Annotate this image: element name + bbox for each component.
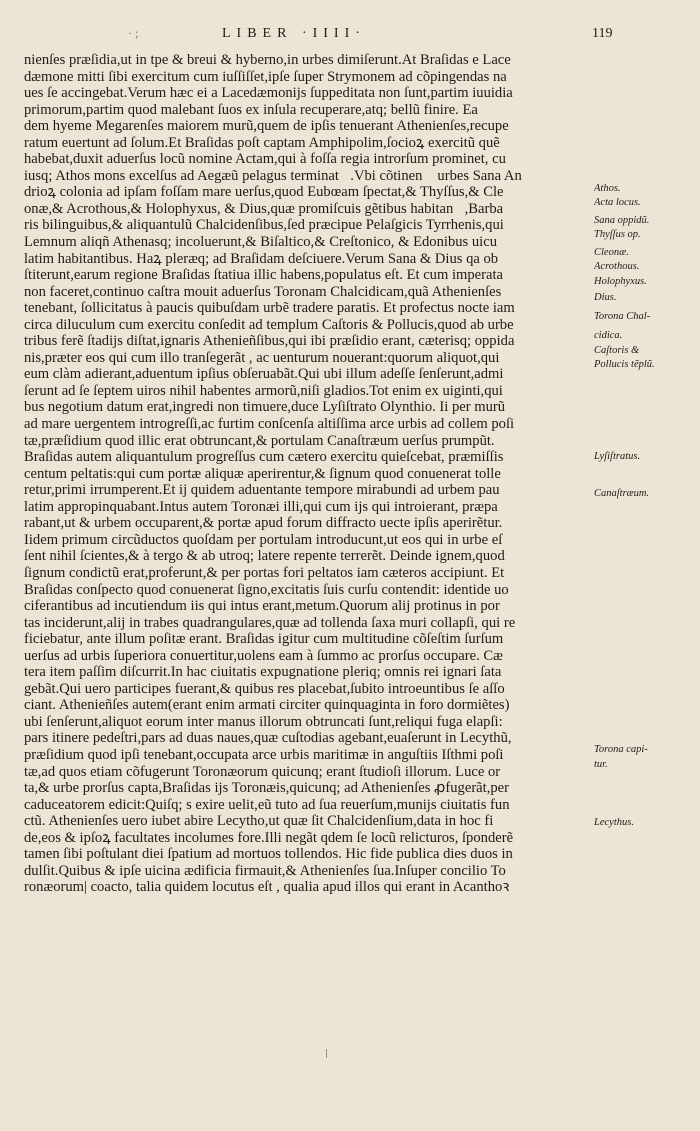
margin-note: Torona capi- <box>594 744 648 755</box>
text-line: circa diluculum cum exercitu conſedit ad templum Caſtoris & Pollucis,quod ab urbe <box>24 316 514 333</box>
text-line: drioꝝ colonia ad ipſam foſſam mare uerſus,quod Eubœam ſpectat,& Thyſſus,& Cle <box>24 184 504 201</box>
text-line: eum clàm adierant,aduentum ipſius obſeruabãt.Qui ubi illum adeſſe ſenſerunt,admi <box>24 366 504 383</box>
body-text <box>24 52 594 896</box>
margin-note: cidica. <box>594 330 623 341</box>
margin-note: Cleonæ. <box>594 247 629 258</box>
margin-note: Torona Chal- <box>594 311 651 322</box>
text-line: latim appropinquabant.Intus autem Toronæi illi,qui cum ijs qui introierant, præpa <box>24 498 498 515</box>
text-line: tenebant, ſollicitatus à paucis quibuſdam urbẽ tradere paratis. Et profectus nocte iam <box>24 300 515 317</box>
margin-note: Lyſiſtratus. <box>594 451 641 462</box>
text-line: ta,& urbe prorſus capta,Braſidas ijs Toronæis,quicunq; ad Athenienſes ꝓfugerãt,per <box>24 780 509 797</box>
text-line: gebãt.Qui uero participes fuerant,& quibus res placebat,ſubito introeuntibus ſe aſſo <box>24 680 505 697</box>
text-line: tæ,ad quos etiam cõfugerunt Toronæorum quicunq; erant ſtudioſi illorum. Luce or <box>24 763 501 780</box>
running-title: LIBER ·IIII· <box>222 26 366 41</box>
text-line: nis,præter eos qui cum illo tranſegerãt , ac uenturum nouerant:quorum aliquot,qui <box>24 349 500 366</box>
header-mark: · ; <box>128 26 139 40</box>
printer-mark <box>326 1049 327 1058</box>
text-line: rabant,ut & urbem occuparent,& portæ apud forum diffracto uecte ipſis aperirẽtur. <box>24 515 503 532</box>
text-line: primorum,partim quod malebant ſuos ex inſula recuperare,atq; bellũ finire. Ea <box>24 101 478 118</box>
text-line: ciferantibus ad incutiendum iis qui intus erant,metum.Quorum alij protinus in por <box>24 598 500 615</box>
text-line: nienſes præſidia,ut in tpe & breui & hyberno,in urbes dimiſerunt.At Braſidas e Lace <box>24 52 511 68</box>
text-line: tribus ferẽ ſtadijs diſtat,ignaris Athenieñſibus,qui ibi præſidio erant, cæterisq; oppida <box>24 333 515 350</box>
margin-note: Acrothous. <box>594 261 640 272</box>
text-line: ris bilinguibus,& aliquantulũ Chalcidenſibus,ſed præcipue Pelaſgicis Tyrrhenis,qui <box>24 217 504 234</box>
text-line: ronæorum| coacto, talia quidem locutus eſt , qualia apud illos qui erant in Acanthoꝛ <box>24 879 510 896</box>
margin-note: Pollucis tẽplũ. <box>594 359 655 370</box>
text-line: præſidium quod ipſi tenebant,occupata arce urbis maritimæ in anguſtiis Iſthmi poſi <box>24 746 504 763</box>
text-line: uerſus ad urbis ſuperiora conuertitur,uolens eam à ſummo ac prorſus occupare. Cæ <box>24 647 503 664</box>
text-line: retur,primi irrumperent.Et ij quidem aduentante tempore mirabundi ad urbem pau <box>24 482 500 499</box>
margin-note: tur. <box>594 759 608 770</box>
text-line: ſignum condictũ erat,proferunt,& per portas fori peltatos iam cæteros accipiunt. Et <box>24 564 505 581</box>
text-line: tæ,præſidium quod illic erat obtruncant,& portulam Canaſtræum uerſus prumpũt. <box>24 432 495 449</box>
text-line: iusq; Athos mons excelſus ad Aegæũ pelagus terminatᷓ.Vbi cõtinenᷓ urbes Sana An <box>24 167 522 184</box>
margin-note: Thyſſus op. <box>594 229 641 240</box>
margin-note: Dius. <box>594 292 617 303</box>
text-line: dæmone mitti ſibi exercitum cum iuſſiſſet,ipſe ſuper Strymonem ad cõpingendas na <box>24 68 507 85</box>
text-line: centum peltatis:qui cum portæ aliquæ aperirentur,& ſignum quod conuenerat tolle <box>24 465 501 482</box>
text-line: dem hyeme Megarenſes maiorem murũ,quem de ipſis tenuerant Athenienſes,recupe <box>24 118 509 135</box>
text-line: ciant. Athenieñſes autem(erant enim armati circiter quinquaginta in foro dormiẽtes) <box>24 697 510 714</box>
margin-note: Canaſtræum. <box>594 488 650 499</box>
text-line: onæ,& Acrothous,& Holophyxus, & Dius,quæ promiſcuis gẽtibus habitanᷓ,Barba <box>24 200 504 217</box>
text-line: Braſidas conſpecto quod conuenerat ſigno,excitatis ſuis curſu contendit: identide uo <box>24 581 509 598</box>
text-line: ſent nihil ſcientes,& à tergo & ab utroq; latere repente terrerẽt. Deinde ignem,quod <box>24 548 505 565</box>
text-line: latim habitantibus. Haꝝ pleræq; ad Braſidam deſciuere.Verum Sana & Dius qa ob <box>24 250 499 267</box>
text-line: ſerunt ad ſe ſeptem uiros nihil habentes armorũ,niſi gladios.Tot enim ex uiginti,qui <box>24 382 503 399</box>
page-header <box>0 26 700 48</box>
text-line: habebat,duxit aduerſus locũ nomine Actam,qui à foſſa regia introrſum prominet, cu <box>24 151 506 168</box>
text-line: bus negotium datum erat,ingredi non timuere,duce Lyſiſtrato Olynthio. Ii per murũ <box>24 399 506 416</box>
text-line: caduceatorem edicit:Quiſq; s exire uelit,eũ tuto ad ſua reuerſum,munijs ciuitatis fun <box>24 796 510 813</box>
text-line: Lemnum aliqñ Athenasq; incoluerunt,& Biſaltico,& Creſtonico, & Edonibus uicu <box>24 234 498 251</box>
text-line: tas inciderunt,alij in trabes quadrangulares,quæ ad tollenda ſaxa muri collapſi, qui re <box>24 614 516 631</box>
margin-note: Athos. <box>594 183 621 194</box>
text-line: non faceret,continuo caſtra mouit aduerſus Toronam Chalcidicam,quã Athenienſes <box>24 283 502 300</box>
text-line: ctũ. Athenienſes uero iubet abire Lecytho,ut quæ ſit Chalcidenſium,data in hoc fi <box>24 813 494 830</box>
folio-number: 119 <box>592 26 613 41</box>
text-line: ues ſe accingebat.Verum hæc ei a Lacedæmonijs ſuppeditata non ſunt,partim iuuidia <box>24 85 513 102</box>
text-line: Braſidas autem aliquantulum progreſſus cum cætero exercitu quieſcebat, præmiſſis <box>24 449 504 466</box>
text-line: tera item paſſim diſcurrit.In hac ciuitatis expugnatione pleriq; omnis rei ignari ſata <box>24 664 502 681</box>
text-line: ratum euertunt ad ſolum.Et Braſidas poſt captam Amphipolim,ſocioꝝ exercitũ quẽ <box>24 134 500 151</box>
margin-note: Holophyxus. <box>594 276 647 287</box>
text-line: de,eos & ipſoꝝ facultates incolumes fore.Illi negãt qdem ſe locũ relicturos, ſponderẽ <box>24 829 514 846</box>
margin-note: Lecythus. <box>594 817 634 828</box>
text-line: pars itinere pedeſtri,pars ad duas naues,quæ cuſtodias agebant,euaſerunt in Lecythũ, <box>24 730 512 747</box>
text-line: tamen ſibi poſtulant diei ſpatium ad mortuos tollendos. Hic fide publica dies duos in <box>24 846 513 863</box>
text-line: ficiebatur, ante illum poſitæ erant. Braſidas igitur cum multitudine cõſeſtim ſurſum <box>24 631 504 648</box>
margin-note: Sana oppidũ. <box>594 215 650 226</box>
margin-note: Caſtoris & <box>594 345 640 356</box>
text-line: ad mare uergentem introgreſſi,ac furtim conſcenſa altiſſima arce urbis ad collem poſi <box>24 416 515 433</box>
text-line: ſtiterunt,earum regione Braſidas ſtatiua illic habens,populatus eſt. Et cum imperata <box>24 267 504 284</box>
text-line: ubi ſenſerunt,aliquot eorum inter manus illorum obtruncati ſunt,reliqui fuga elapſi: <box>24 713 503 730</box>
text-line: dulſit.Quibus & ipſe uicina ædificia firmauit,& Athenienſes ſua.Inſuper concilio To <box>24 862 506 879</box>
text-line: Iidem primum circũductos quoſdam per portulam introducunt,ut eos qui in urbe eſ <box>24 531 503 548</box>
margin-note: Acta locus. <box>594 197 641 208</box>
